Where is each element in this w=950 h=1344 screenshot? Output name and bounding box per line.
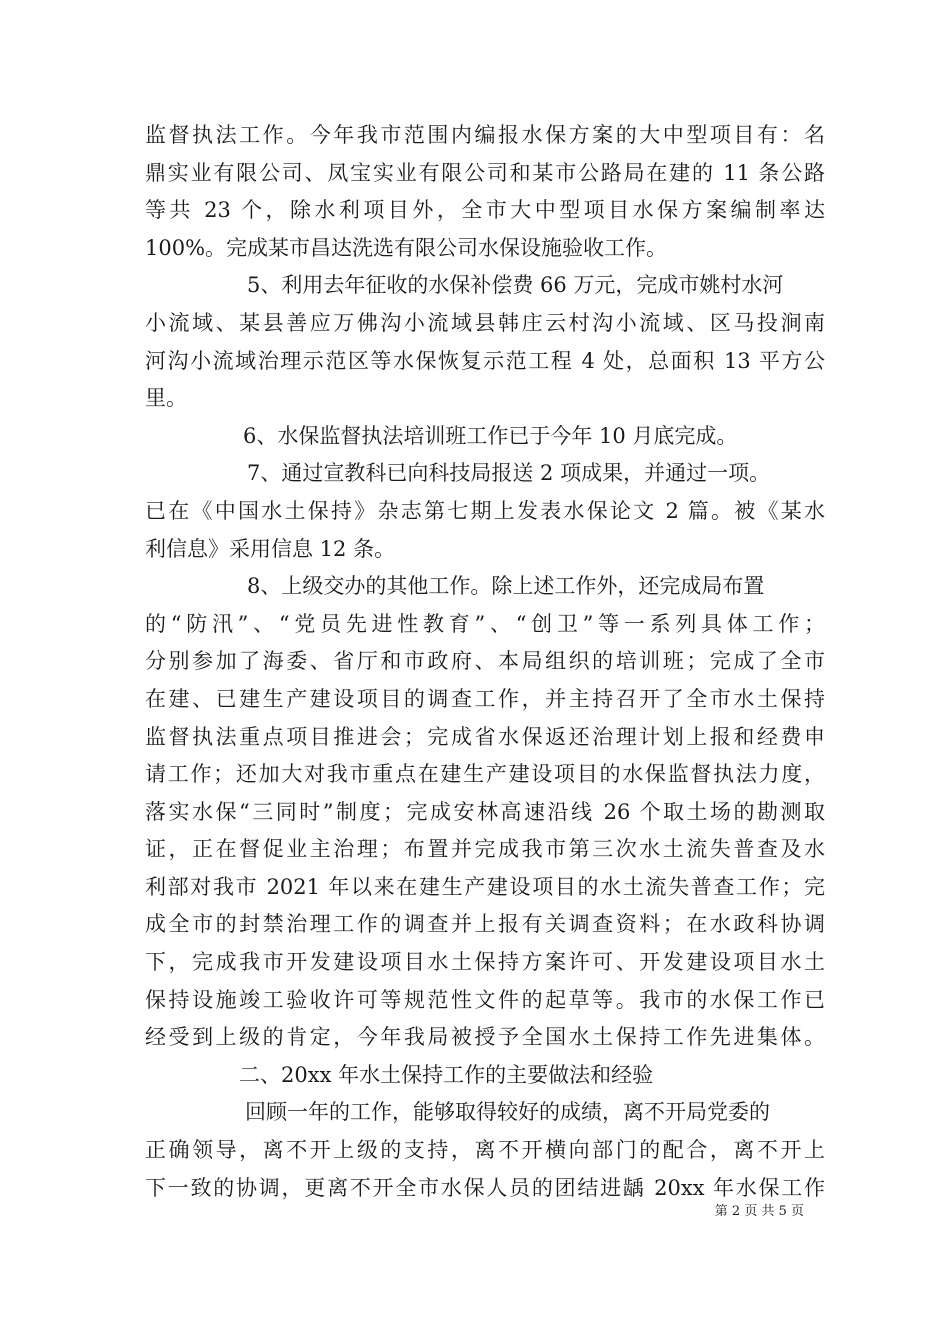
page-number-footer: 第 2 页 共 5 页 <box>714 1204 804 1219</box>
text-line: 下一致的协调，更离不开全市水保人员的团结进龋 20xx 年水保工作 <box>145 1175 825 1200</box>
text-line: 在建、已建生产建设项目的调查工作，并主持召开了全市水土保持 <box>145 686 825 711</box>
text-line: 请工作；还加大对我市重点在建生产建设项目的水保监督执法力度， <box>145 762 825 787</box>
text-line: 已在《中国水土保持》杂志第七期上发表水保论文 2 篇。被《某水 <box>145 498 825 523</box>
text-line: 监督执法重点项目推进会；完成省水保返还治理计划上报和经费申 <box>145 724 825 749</box>
text-line: 成全市的封禁治理工作的调查并上报有关调查资料；在水政科协调 <box>145 912 825 937</box>
text-line: 保持设施竣工验收许可等规范性文件的起草等。我市的水保工作已 <box>145 987 825 1012</box>
text-line: 正确领导，离不开上级的支持，离不开横向部门的配合，离不开上 <box>145 1138 825 1163</box>
text-line: 6、水保监督执法培训班工作已于今年 10 月底完成。 <box>243 423 738 448</box>
text-line: 下，完成我市开发建设项目水土保持方案许可、开发建设项目水土 <box>145 950 825 975</box>
text-line: 经受到上级的肯定，今年我局被授予全国水土保持工作先进集体。 <box>145 1025 825 1050</box>
text-line: 鼎实业有限公司、凤宝实业有限公司和某市公路局在建的 11 条公路 <box>145 160 825 185</box>
text-line: 落实水保“三同时”制度；完成安林高速沿线 26 个取土场的勘测取 <box>145 799 825 824</box>
text-line: 利部对我市 2021 年以来在建生产建设项目的水土流失普查工作；完 <box>145 874 825 899</box>
text-line: 的“防汛”、“党员先进性教育”、“创卫”等一系列具体工作； <box>145 611 825 636</box>
text-line: 7、通过宣教科已向科技局报送 2 项成果，并通过一项。 <box>247 461 771 486</box>
text-line: 证，正在督促业主治理；布置并完成我市第三次水土流失普查及水 <box>145 837 825 862</box>
text-line: 里。 <box>145 386 187 411</box>
text-line: 5、利用去年征收的水保补偿费 66 万元，完成市姚村水河 <box>247 273 784 298</box>
text-line: 小流域、某县善应万佛沟小流域县韩庄云村沟小流域、区马投涧南 <box>145 310 825 335</box>
text-line: 河沟小流域治理示范区等水保恢复示范工程 4 处，总面积 13 平方公 <box>145 348 825 373</box>
text-line: 利信息》采用信息 12 条。 <box>145 536 396 561</box>
text-line: 二、20xx 年水土保持工作的主要做法和经验 <box>239 1062 654 1087</box>
document-body <box>145 117 825 1207</box>
text-line: 回顾一年的工作，能够取得较好的成绩，离不开局党委的 <box>245 1100 770 1125</box>
text-line: 分别参加了海委、省厅和市政府、本局组织的培训班；完成了全市 <box>145 649 825 674</box>
text-line: 8、上级交办的其他工作。除上述工作外，还完成局布置 <box>247 574 765 599</box>
text-line: 等共 23 个，除水利项目外，全市大中型项目水保方案编制率达 <box>145 198 825 223</box>
text-line: 100%。完成某市昌达洗选有限公司水保设施验收工作。 <box>145 235 668 260</box>
text-line: 监督执法工作。今年我市范围内编报水保方案的大中型项目有：名 <box>145 123 825 147</box>
